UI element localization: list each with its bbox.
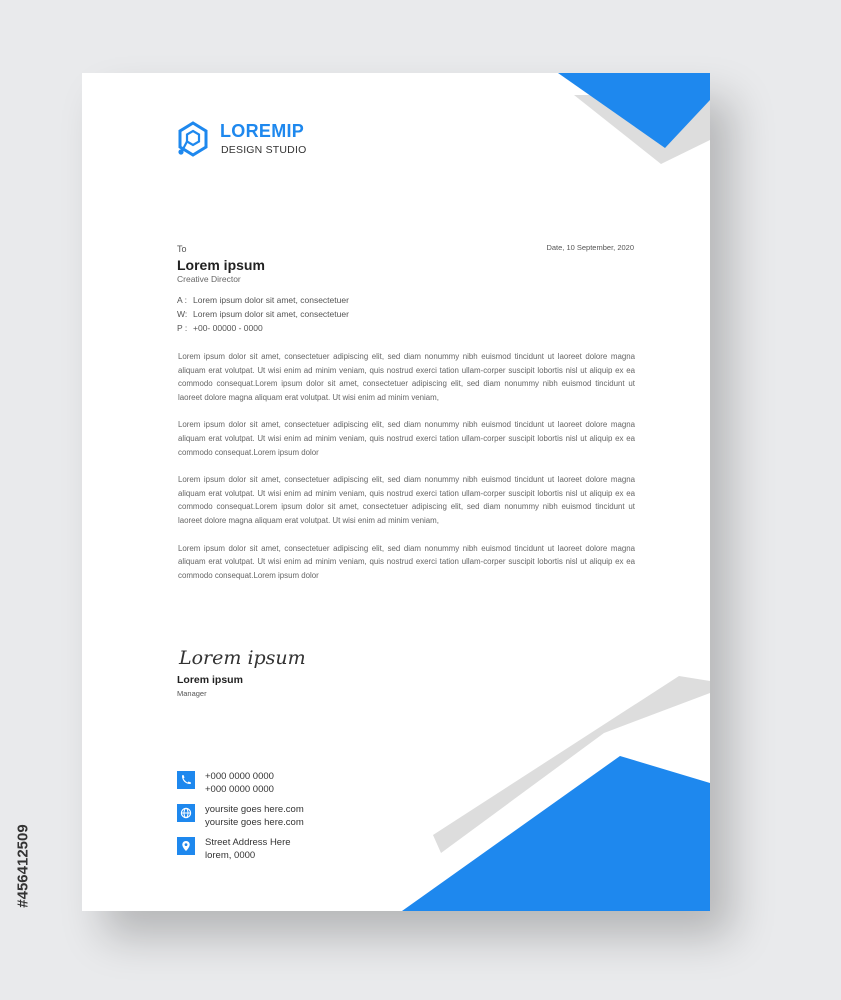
phone-key: P : (177, 323, 188, 333)
to-label: To (177, 244, 187, 254)
letter-date: Date, 10 September, 2020 (546, 243, 634, 252)
contact-phone-text (205, 770, 274, 796)
phone-number: +000 0000 0000 (205, 784, 274, 795)
phone-value: +00- 00000 - 0000 (193, 323, 263, 333)
body-paragraph: Lorem ipsum dolor sit amet, consectetuer adipiscing elit, sed diam nonummy nibh euismod tincidunt ut laoreet dolore magna aliquam erat volutpat. Ut wisi enim ad minim veniam, quis nostrud exerci tation ullam-corper suscipit lobortis nisl ut aliquip ex ea commodo consequat.Lorem ipsum dolor (178, 420, 635, 457)
website-url: yoursite goes here.com (205, 804, 304, 815)
phone-number: +000 0000 0000 (205, 771, 274, 782)
body-paragraph: Lorem ipsum dolor sit amet, consectetuer adipiscing elit, sed diam nonummy nibh euismod tincidunt ut laoreet dolore magna aliquam erat volutpat. Ut wisi enim ad minim veniam, quis nostrud exerci tation ullam-corper suscipit lobortis nisl ut aliquip ex ea commodo consequat.Lorem ipsum dolor sit amet, consectetuer adipiscing elit, sed diam nonummy nibh euismod tincidunt ut laoreet dolore magna aliquam erat volutpat. Ut wisi enim ad minim veniam, (178, 352, 635, 402)
hexagon-logo-icon (176, 120, 210, 160)
address-key: A : (177, 295, 187, 305)
brand-tagline: DESIGN STUDIO (221, 144, 307, 156)
signer-role: Manager (177, 689, 207, 698)
brand-logo (176, 120, 356, 160)
street-address: Street Address Here (205, 837, 291, 848)
address-line (177, 295, 349, 309)
location-pin-icon (177, 837, 195, 855)
website-value: Lorem ipsum dolor sit amet, consectetuer (193, 309, 349, 319)
letter-body (178, 350, 635, 596)
recipient-address (177, 295, 349, 337)
recipient-name: Lorem ipsum (177, 257, 265, 273)
globe-icon (177, 804, 195, 822)
stock-id-text: #456412509 (14, 823, 32, 908)
recipient-role: Creative Director (177, 274, 241, 284)
handwritten-signature (177, 636, 337, 676)
address-value: Lorem ipsum dolor sit amet, consectetuer (193, 295, 349, 305)
contact-address-text (205, 836, 291, 862)
website-url: yoursite goes here.com (205, 817, 304, 828)
contact-website-text (205, 803, 304, 829)
website-line (177, 309, 349, 323)
stock-id-label (8, 763, 38, 968)
phone-icon (177, 771, 195, 789)
body-paragraph: Lorem ipsum dolor sit amet, consectetuer adipiscing elit, sed diam nonummy nibh euismod tincidunt ut laoreet dolore magna aliquam erat volutpat. Ut wisi enim ad minim veniam, quis nostrud exerci tation ullam-corper suscipit lobortis nisl ut aliquip ex ea commodo consequat.Lorem ipsum dolor (178, 543, 635, 580)
brand-name: LOREMIP (220, 121, 305, 141)
phone-line (177, 323, 349, 337)
signature-text: Lorem ipsum (179, 647, 306, 669)
letterhead-page (82, 73, 710, 911)
signer-name: Lorem ipsum (177, 674, 243, 686)
body-paragraph: Lorem ipsum dolor sit amet, consectetuer adipiscing elit, sed diam nonummy nibh euismod tincidunt ut laoreet dolore magna aliquam erat volutpat. Ut wisi enim ad minim veniam, quis nostrud exerci tation ullam-corper suscipit lobortis nisl ut aliquip ex ea commodo consequat.Lorem ipsum dolor sit amet, consectetuer adipiscing elit, sed diam nonummy nibh euismod tincidunt ut laoreet dolore magna aliquam erat volutpat. Ut wisi enim ad minim veniam, (178, 475, 635, 525)
city-zip: lorem, 0000 (205, 850, 256, 861)
website-key: W: (177, 309, 188, 319)
